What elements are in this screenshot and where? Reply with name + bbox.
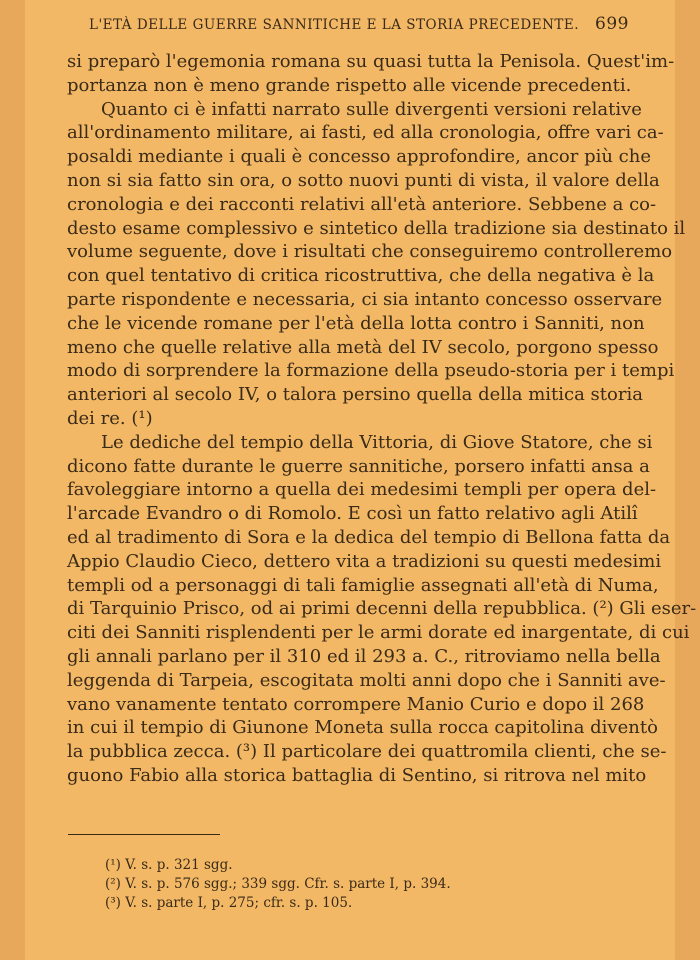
text-line: dicono fatte durante le guerre sannitiche, porsero infatti ansa a: [67, 455, 650, 477]
text-line: favoleggiare intorno a quella dei medesimi templi per opera del-: [67, 479, 657, 501]
footnote: (²) V. s. p. 576 sgg.; 339 sgg. Cfr. s. parte I, p. 394.: [105, 876, 451, 892]
text-line: all'ordinamento militare, ai fasti, ed alla cronologia, offre vari ca-: [67, 122, 664, 144]
text-line: Quanto ci è infatti narrato sulle divergenti versioni relative: [101, 98, 642, 120]
running-header: [25, 14, 629, 34]
text-line: portanza non è meno grande rispetto alle vicende precedenti.: [67, 74, 632, 96]
text-line: leggenda di Tarpeia, escogitata molti anni dopo che i Sanniti ave-: [67, 669, 666, 691]
footnote: (³) V. s. parte I, p. 275; cfr. s. p. 105.: [105, 895, 353, 911]
text-line: dei re. (¹): [67, 407, 153, 429]
text-line: volume seguente, dove i risultati che conseguiremo controlleremo: [67, 241, 673, 263]
text-line: desto esame complessivo e sintetico della tradizione sia destinato il: [67, 217, 686, 239]
text-line: cronologia e dei racconti relativi all'età anteriore. Sebbene a co-: [67, 193, 657, 215]
text-line: si preparò l'egemonia romana su quasi tutta la Penisola. Quest'im-: [67, 51, 675, 72]
text-line: vano vanamente tentato corrompere Manio Curio e dopo il 268: [67, 693, 645, 715]
text-line: anteriori al secolo IV, o talora persino quella della mitica storia: [67, 384, 643, 406]
running-title: L'ETÀ DELLE GUERRE SANNITICHE E LA STORIA PRECEDENTE.: [88, 17, 580, 33]
text-line: con quel tentativo di critica ricostruttiva, che della negativa è la: [67, 265, 655, 287]
footnotes: [105, 856, 605, 913]
text-line: Le dediche del tempio della Vittoria, di Giove Statore, che si: [101, 431, 653, 453]
text-line: posaldi mediante i quali è concesso approfondire, ancor più che: [67, 146, 652, 168]
footnote: (¹) V. s. p. 321 sgg.: [105, 857, 233, 873]
text-line: citi dei Sanniti risplendenti per le armi dorate ed inargentate, di cui: [67, 622, 690, 644]
text-line: di Tarquinio Prisco, od ai primi decenni della repubblica. (²) Gli eser-: [67, 598, 697, 620]
text-line: che le vicende romane per l'età della lotta contro i Sanniti, non: [67, 312, 645, 334]
text-line: ed al tradimento di Sora e la dedica del tempio di Bellona fatta da: [67, 526, 671, 548]
main-text: [67, 50, 697, 788]
footnote-rule: [68, 834, 220, 835]
text-line: l'arcade Evandro o di Romolo. E così un fatto relativo agli Atilî: [67, 503, 638, 525]
text-line: Appio Claudio Cieco, dettero vita a tradizioni su questi medesimi: [67, 550, 662, 572]
text-line: in cui il tempio di Giunone Moneta sulla rocca capitolina diventò: [67, 717, 658, 739]
text-line: gli annali parlano per il 310 ed il 293 a. C., ritroviamo nella bella: [67, 645, 661, 667]
text-line: guono Fabio alla storica battaglia di Sentino, si ritrova nel mito: [67, 764, 647, 786]
text-line: la pubblica zecca. (³) Il particolare dei quattromila clienti, che se-: [67, 741, 667, 763]
text-line: meno che quelle relative alla metà del IV secolo, porgono spesso: [67, 336, 659, 358]
page-number: 699: [595, 14, 629, 34]
text-line: parte rispondente e necessaria, ci sia intanto concesso osservare: [67, 288, 663, 310]
book-page: [25, 0, 697, 960]
text-line: templi od a personaggi di tali famiglie assegnati all'età di Numa,: [67, 574, 659, 596]
text-line: modo di sorprendere la formazione della pseudo-storia per i tempi: [67, 360, 675, 382]
text-line: non si sia fatto sin ora, o sotto nuovi punti di vista, il valore della: [67, 169, 660, 191]
